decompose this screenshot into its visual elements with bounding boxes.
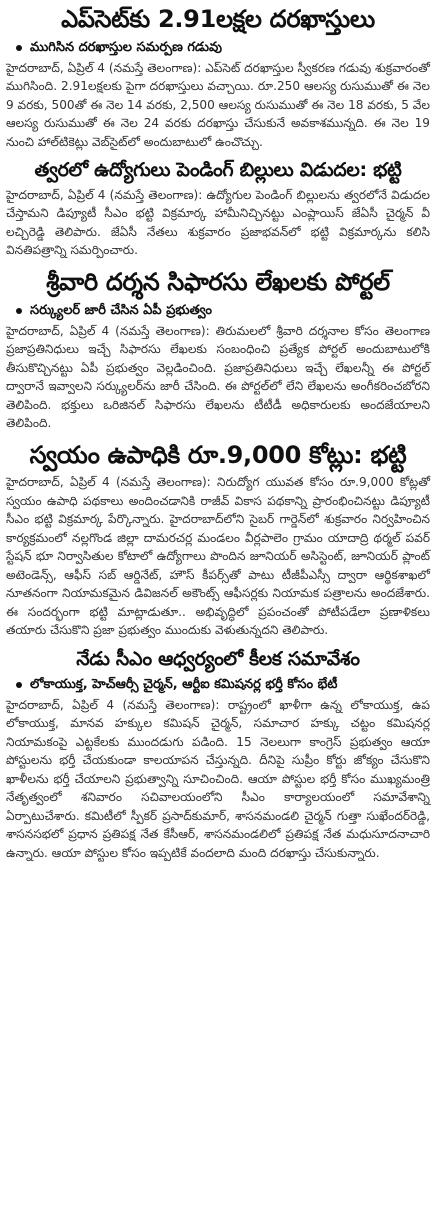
bullet-icon [16, 45, 22, 51]
article-subhead [6, 40, 430, 57]
article-body: హైదరాబాద్, ఏప్రిల్ 4 (నమస్తే తెలంగాణ): ఎప్‌సెట్ దరఖాస్తుల స్వీకరణ గడువు శుక్రవారంతో ముగిసింది. 2.91లక్షలకు పైగా దరఖాస్తులు వచ్చాయి. రూ.250 ఆలస్య రుసుముతో ఈ నెల 9 వరకు, 500తో ఈ నెల 14 వరకు, 2,500 ఆలస్య రుసుముతో ఈ నెల 18 వరకు, 5 వేల ఆలస్య రుసుముతో ఈ నెల 24 వరకు దరఖాస్తు చేసుకునే అవకాశమున్నది. ఈ నెల 19 నుంచి హాల్‌టికెట్లు వెబ్‌సైట్‌లో అందుబాటులో ఉంచొచ్చు. [6, 60, 430, 149]
article-self-employment [6, 438, 430, 640]
article-subhead-text: ముగిసిన దరఖాస్తుల సమర్పణ గడువు [30, 39, 223, 55]
article-subhead [6, 677, 430, 694]
article-headline: నేడు సీఎం ఆధ్వర్యంలో కీలక సమావేశం [76, 647, 360, 670]
article-body: హైదరాబాద్, ఏప్రిల్ 4 (నమస్తే తెలంగాణ): నిరుద్యోగ యువత కోసం రూ.9,000 కోట్లతో స్వయం ఉపాధి పథకాలు అందించడానికి రాజీవ్ వికాస పథకాన్ని ప్రారంభించినట్టు డిప్యూటీ సీఎం భట్టి విక్రమార్క పేర్కొన్నారు. హైదరాబాద్‌లోని సైబర్ గార్డెన్‌లో శుక్రవారం నిర్వహించిన కార్యక్రమంలో నల్లగొండ జిల్లా దామరచర్ల మండలం వీర్లపాలెం గ్రామం యాదాద్రి థర్మల్ పవర్ స్టేషన్ భూ నిర్వాసితుల కోటాలో ఉద్యోగాలు పొందిన జూనియర్ అసిస్టెంట్, జూనియర్ ప్లాంట్ అటెండెన్స్, ఆఫీస్ సబ్ ఆర్డినేట్, హౌస్ కీపర్స్‌తో పాటు టీజీపీఎస్సీ ద్వారా ఆర్థికశాఖలో నూతనంగా నియామకమైన డివిజనల్ అకౌంట్స్ ఆఫీసర్లకు నియామక పత్రాలను అందజేశారు. ఈ సందర్భంగా భట్టి మాట్లాడుతూ.. అభివృద్ధిలో ప్రపంచంతో పోటీపడేలా ప్రణాళికలు తయారు చేసుకొని ప్రజా ప్రభుత్వం ముందుకు వెళుతున్నదని తెలిపారు. [6, 475, 430, 638]
article-headline: స్వయం ఉపాధికి రూ.9,000 కోట్లు: భట్టి [29, 440, 407, 469]
article-body: హైదరాబాద్, ఏప్రిల్ 4 (నమస్తే తెలంగాణ): ఉద్యోగుల పెండింగ్ బిల్లులను త్వరలోనే విడుదల చేస్తామని డిప్యూటీ సీఎం భట్టి విక్రమార్క హామీనిచ్చినట్టు ఎంప్లాయిస్ జేఏసీ చైర్మన్ వీ లచ్చిరెడ్డి తెలిపారు. జేఏసీ నేతలు శుక్రవారం ప్రజాభవన్‌లో భట్టి విక్రమార్కను కలిసి వినతిపత్రాన్ని సమర్పించారు. [6, 187, 430, 258]
bullet-icon [16, 308, 22, 314]
article-headline: ఎప్‌సెట్‌కు 2.91లక్షల దరఖాస్తులు [61, 5, 375, 33]
article-subhead-text: లోకాయుక్త, హెచ్‌ఆర్సీ చైర్మన్, ఆర్టీఐ కమిషనర్ల భర్తీ కోసం భేటీ [30, 676, 338, 692]
article-subhead-text: సర్క్యులర్ జారీ చేసిన ఏపీ ప్రభుత్వం [30, 302, 212, 318]
article-eapcet-applications [6, 2, 430, 151]
article-body: హైదరాబాద్, ఏప్రిల్ 4 (నమస్తే తెలంగాణ): రాష్ట్రంలో ఖాళీగా ఉన్న లోకాయుక్త, ఉప లోకాయుక్త, మానవ హక్కుల కమిషన్ చైర్మన్, సమాచార హక్కు చట్టం కమిషనర్ల నియామకంపై ఎట్టకేలకు ముందడుగు పడింది. 15 నెలలుగా కాంగ్రెస్ ప్రభుత్వం ఆయా పోస్టులను భర్తీ చేయకుండా కాలయాపన చేస్తున్నది. దీనిపై సుప్రీం కోర్టు జోక్యం చేసుకొని ఖాళీలను భర్తీ చేయాలని ప్రభుత్వాన్ని సూచించింది. ఆయా పోస్టుల భర్తీ కోసం ముఖ్యమంత్రి నేతృత్వంలో శనివారం సచివాలయంలోని సీఎం కార్యాలయంలో సమావేశాన్ని ఏర్పాటుచేశారు. కమిటీలో స్పీకర్ ప్రసాద్‌కుమార్, శాసనమండలి చైర్మన్ గుత్తా సుఖేందర్‌రెడ్డి, శాసనసభలో ప్రధాన ప్రతిపక్ష నేత కేసీఆర్, శాసనమండలిలో ప్రతిపక్ష నేత మధుసూదనాచారి ఉన్నారు. ఆయా పోస్టుల కోసం ఇప్పటికే వందలాది మంది దరఖాస్తు చేసుకున్నారు. [6, 697, 430, 860]
bullet-icon [16, 682, 22, 688]
article-headline: శ్రీవారి దర్శన సిఫారసు లేఖలకు పోర్టల్ [46, 267, 390, 296]
article-subhead [6, 303, 430, 320]
article-cm-key-meeting [6, 645, 430, 862]
article-srivari-darshan-portal [6, 265, 430, 433]
article-body: హైదరాబాద్, ఏప్రిల్ 4 (నమస్తే తెలంగాణ): తిరుమలలో శ్రీవారి దర్శనాల కోసం తెలంగాణ ప్రజాప్రతినిధులు ఇచ్చే సిఫారసు లేఖలకు సంబంధించి ప్రత్యేక పోర్టల్ అందుబాటులోకి తీసుకొచ్చినట్టు ఏపీ ప్రభుత్వం వెల్లడించింది. ప్రజాప్రతినిధులు ఇచ్చే లేఖలన్నీ ఈ పోర్టల్ ద్వారానే ఇవ్వాలని సర్క్యులర్‌ను జారీ చేసింది. ఈ పోర్టల్‌లో లేని లేఖలను అంగీకరించబోరని తెలిపింది. భక్తులు ఒరిజినల్ సిఫారసు లేఖలను టీటీడీ అధికారులకు అందజేయాలని తెలిపింది. [6, 323, 430, 431]
article-employee-pending-bills [6, 156, 430, 260]
article-headline: త్వరలో ఉద్యోగులు పెండింగ్ బిల్లులు విడుదల: భట్టి [34, 159, 402, 182]
